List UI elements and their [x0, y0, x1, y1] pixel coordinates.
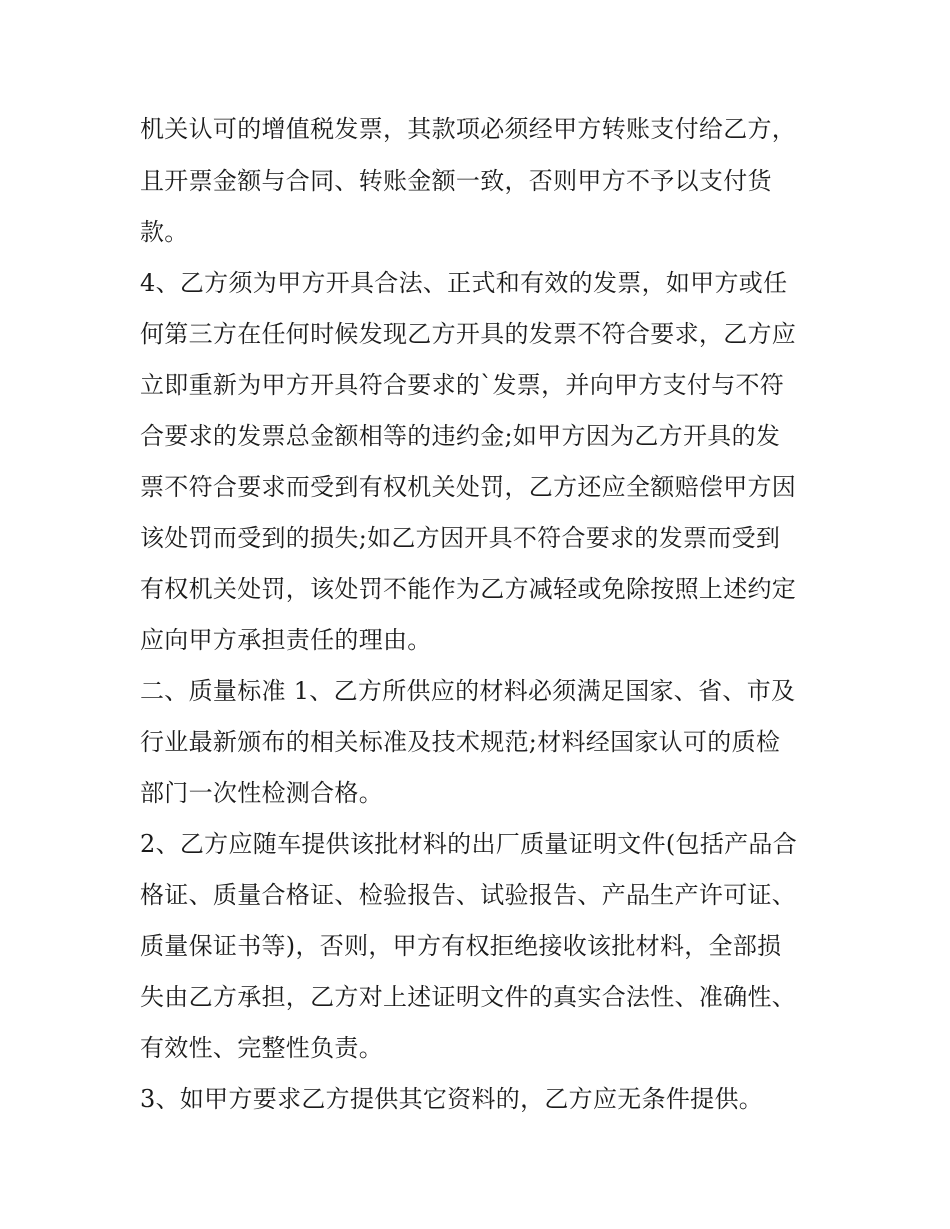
text-line: 失由乙方承担，乙方对上述证明文件的真实合法性、准确性、 — [140, 983, 797, 1011]
text-line: 机关认可的增值税发票，其款项必须经甲方转账支付给乙方， — [140, 115, 797, 143]
text-line: 应向甲方承担责任的理由。 — [140, 626, 432, 654]
text-line: 2、乙方应随车提供该批材料的出厂质量证明文件(包括产品合 — [140, 830, 798, 858]
text-line: 合要求的发票总金额相等的违约金;如甲方因为乙方开具的发 — [140, 422, 781, 450]
text-line: 3、如甲方要求乙方提供其它资料的，乙方应无条件提供。 — [140, 1085, 764, 1113]
text-line: 部门一次性检测合格。 — [140, 779, 383, 807]
text-line: 有权机关处罚，该处罚不能作为乙方减轻或免除按照上述约定 — [140, 575, 797, 603]
text-line: 该处罚而受到的损失;如乙方因开具不符合要求的发票而受到 — [140, 524, 781, 552]
text-line: 票不符合要求而受到有权机关处罚，乙方还应全额赔偿甲方因 — [140, 473, 797, 501]
text-line: 立即重新为甲方开具符合要求的`发票，并向甲方支付与不符 — [140, 371, 785, 399]
text-line: 款。 — [140, 218, 189, 246]
text-line: 格证、质量合格证、检验报告、试验报告、产品生产许可证、 — [140, 881, 797, 909]
text-line: 有效性、完整性负责。 — [140, 1034, 383, 1062]
text-line: 4、乙方须为甲方开具合法、正式和有效的发票，如甲方或任 — [140, 269, 788, 297]
text-line: 质量保证书等)，否则，甲方有权拒绝接收该批材料，全部损 — [140, 932, 782, 960]
text-line: 且开票金额与合同、转账金额一致，否则甲方不予以支付货 — [140, 167, 772, 195]
text-line: 行业最新颁布的相关标准及技术规范;材料经国家认可的质检 — [140, 728, 781, 756]
text-line: 二、质量标准 1、乙方所供应的材料必须满足国家、省、市及 — [140, 677, 796, 705]
text-line: 何第三方在任何时候发现乙方开具的发票不符合要求，乙方应 — [140, 320, 797, 348]
